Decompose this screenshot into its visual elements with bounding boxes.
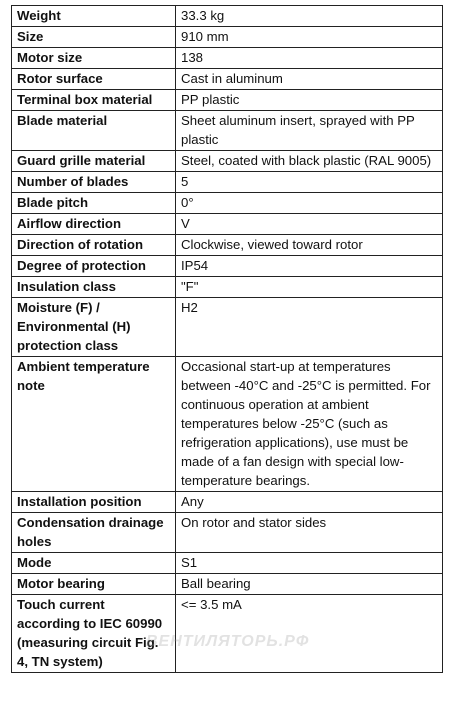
spec-label: Insulation class <box>12 277 176 298</box>
spec-value: 0° <box>176 193 443 214</box>
spec-row-condensation-drainage-holes <box>12 513 443 553</box>
spec-value: On rotor and stator sides <box>176 513 443 553</box>
spec-row-ambient-temperature-note <box>12 357 443 492</box>
spec-label: Installation position <box>12 492 176 513</box>
spec-value: PP plastic <box>176 90 443 111</box>
spec-row-weight <box>12 6 443 27</box>
spec-value: "F" <box>176 277 443 298</box>
spec-label: Size <box>12 27 176 48</box>
spec-label: Guard grille material <box>12 151 176 172</box>
spec-label: Motor bearing <box>12 574 176 595</box>
spec-value: Sheet aluminum insert, sprayed with PP plastic <box>176 111 443 151</box>
spec-row-mode <box>12 553 443 574</box>
spec-value: Steel, coated with black plastic (RAL 9005) <box>176 151 443 172</box>
spec-label: Ambient temperature note <box>12 357 176 492</box>
spec-value: Occasional start-up at temperatures between -40°C and -25°C is permitted. For continuous operation at ambient temperatures below -25°C (such as refrigeration applications), use must be made of a fan design with special low-temperature bearings. <box>176 357 443 492</box>
spec-label: Condensation drainage holes <box>12 513 176 553</box>
spec-value: 33.3 kg <box>176 6 443 27</box>
spec-row-size <box>12 27 443 48</box>
spec-label: Weight <box>12 6 176 27</box>
spec-value: <= 3.5 mA <box>176 595 443 673</box>
spec-row-blade-material <box>12 111 443 151</box>
specifications-table <box>11 5 443 673</box>
spec-row-rotor-surface <box>12 69 443 90</box>
spec-label: Airflow direction <box>12 214 176 235</box>
spec-label: Moisture (F) / Environmental (H) protection class <box>12 298 176 357</box>
spec-value: 5 <box>176 172 443 193</box>
spec-row-number-of-blades <box>12 172 443 193</box>
spec-label: Number of blades <box>12 172 176 193</box>
spec-row-installation-position <box>12 492 443 513</box>
spec-label: Rotor surface <box>12 69 176 90</box>
spec-value: Ball bearing <box>176 574 443 595</box>
spec-label: Blade pitch <box>12 193 176 214</box>
spec-row-terminal-box-material <box>12 90 443 111</box>
spec-row-degree-of-protection <box>12 256 443 277</box>
spec-label: Motor size <box>12 48 176 69</box>
spec-row-direction-of-rotation <box>12 235 443 256</box>
spec-row-guard-grille-material <box>12 151 443 172</box>
spec-label: Terminal box material <box>12 90 176 111</box>
spec-value: S1 <box>176 553 443 574</box>
spec-label: Mode <box>12 553 176 574</box>
spec-value: Clockwise, viewed toward rotor <box>176 235 443 256</box>
spec-label: Touch current according to IEC 60990 (measuring circuit Fig. 4, TN system) <box>12 595 176 673</box>
spec-value: Cast in aluminum <box>176 69 443 90</box>
spec-label: Blade material <box>12 111 176 151</box>
spec-label: Direction of rotation <box>12 235 176 256</box>
spec-label: Degree of protection <box>12 256 176 277</box>
spec-value: H2 <box>176 298 443 357</box>
spec-row-motor-bearing <box>12 574 443 595</box>
spec-row-airflow-direction <box>12 214 443 235</box>
spec-value: V <box>176 214 443 235</box>
spec-value: IP54 <box>176 256 443 277</box>
spec-row-blade-pitch <box>12 193 443 214</box>
spec-row-motor-size <box>12 48 443 69</box>
spec-row-moisture-protection-class <box>12 298 443 357</box>
spec-value: Any <box>176 492 443 513</box>
watermark: ВЕНТИЛЯТОРЬ.РФ <box>146 633 310 650</box>
spec-value: 138 <box>176 48 443 69</box>
spec-row-insulation-class <box>12 277 443 298</box>
spec-value: 910 mm <box>176 27 443 48</box>
